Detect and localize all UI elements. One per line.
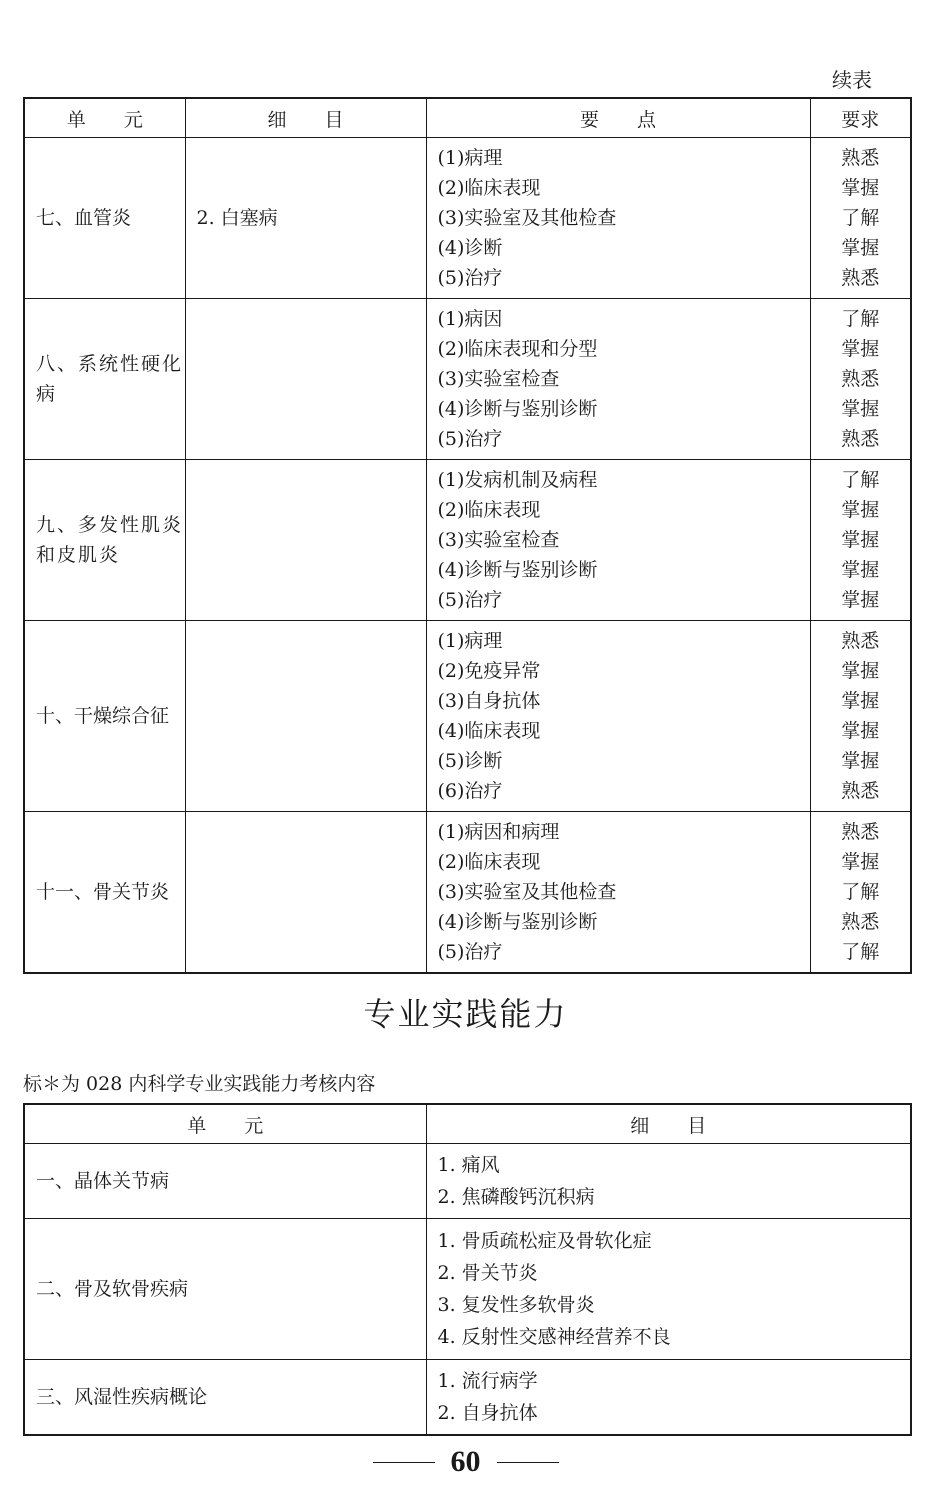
requirement-item: 掌握 bbox=[841, 851, 880, 873]
requirement-item: 掌握 bbox=[841, 398, 880, 420]
header-requirement: 要求 bbox=[810, 98, 911, 138]
point-item: (2)临床表现和分型 bbox=[437, 338, 598, 360]
requirement-cell bbox=[810, 812, 911, 974]
requirement-cell bbox=[810, 299, 911, 460]
requirement-item: 掌握 bbox=[841, 559, 880, 581]
point-item: (5)治疗 bbox=[437, 941, 503, 963]
point-item: (4)诊断 bbox=[437, 237, 503, 259]
requirement-item: 了解 bbox=[841, 941, 880, 963]
point-item: (5)治疗 bbox=[437, 428, 503, 450]
point-item: (3)自身抗体 bbox=[437, 690, 541, 712]
point-item: (3)实验室及其他检查 bbox=[437, 881, 617, 903]
footer-rule-right bbox=[497, 1462, 559, 1463]
page-number: 60 bbox=[450, 1445, 481, 1478]
detail-item: 1. 骨质疏松症及骨软化症 bbox=[437, 1230, 652, 1252]
point-item: (3)实验室检查 bbox=[437, 368, 560, 390]
points-cell bbox=[426, 299, 810, 460]
requirement-item: 熟悉 bbox=[841, 267, 880, 289]
footer-rule-left bbox=[373, 1462, 435, 1463]
points-cell bbox=[426, 138, 810, 299]
header-detail: 细 目 bbox=[185, 98, 426, 138]
requirement-item: 掌握 bbox=[841, 177, 880, 199]
point-item: (4)诊断与鉴别诊断 bbox=[437, 559, 598, 581]
table-header-row bbox=[24, 1104, 911, 1144]
requirement-item: 熟悉 bbox=[841, 630, 880, 652]
unit-cell: 七、血管炎 bbox=[24, 138, 185, 299]
requirement-item: 掌握 bbox=[841, 529, 880, 551]
point-item: (5)治疗 bbox=[437, 267, 503, 289]
detail-cell bbox=[426, 1360, 911, 1436]
detail-item: 1. 流行病学 bbox=[437, 1370, 538, 1392]
header-unit: 单 元 bbox=[24, 98, 185, 138]
detail-cell bbox=[185, 621, 426, 812]
practice-table bbox=[23, 1103, 912, 1436]
unit-cell: 八、系统性硬化病 bbox=[24, 299, 185, 460]
note-text: 标＊为 028 内科学专业实践能力考核内容 bbox=[23, 1073, 376, 1095]
header-unit: 单 元 bbox=[24, 1104, 426, 1144]
point-item: (1)发病机制及病程 bbox=[437, 469, 598, 491]
point-item: (3)实验室检查 bbox=[437, 529, 560, 551]
requirement-item: 掌握 bbox=[841, 660, 880, 682]
point-item: (4)诊断与鉴别诊断 bbox=[437, 911, 598, 933]
point-item: (2)临床表现 bbox=[437, 499, 541, 521]
point-item: (4)诊断与鉴别诊断 bbox=[437, 398, 598, 420]
table-row bbox=[24, 1219, 911, 1360]
table-row bbox=[24, 138, 911, 299]
point-item: (3)实验室及其他检查 bbox=[437, 207, 617, 229]
detail-cell bbox=[185, 460, 426, 621]
requirement-item: 掌握 bbox=[841, 499, 880, 521]
requirement-cell bbox=[810, 621, 911, 812]
requirement-item: 熟悉 bbox=[841, 147, 880, 169]
table-row bbox=[24, 812, 911, 974]
requirement-cell bbox=[810, 460, 911, 621]
point-item: (1)病因和病理 bbox=[437, 821, 560, 843]
point-item: (1)病理 bbox=[437, 630, 503, 652]
detail-cell bbox=[426, 1144, 911, 1219]
requirement-item: 了解 bbox=[841, 469, 880, 491]
detail-cell: 2. 白塞病 bbox=[185, 138, 426, 299]
requirement-item: 了解 bbox=[841, 881, 880, 903]
table-row bbox=[24, 299, 911, 460]
detail-item: 2. 自身抗体 bbox=[437, 1402, 538, 1424]
detail-item: 2. 骨关节炎 bbox=[437, 1262, 538, 1284]
point-item: (1)病因 bbox=[437, 308, 503, 330]
requirement-item: 掌握 bbox=[841, 750, 880, 772]
requirement-item: 熟悉 bbox=[841, 821, 880, 843]
requirement-item: 了解 bbox=[841, 207, 880, 229]
requirement-item: 熟悉 bbox=[841, 911, 880, 933]
header-detail: 细 目 bbox=[426, 1104, 911, 1144]
requirement-item: 掌握 bbox=[841, 690, 880, 712]
syllabus-table bbox=[23, 97, 912, 974]
requirement-item: 掌握 bbox=[841, 720, 880, 742]
points-cell bbox=[426, 812, 810, 974]
requirement-item: 掌握 bbox=[841, 237, 880, 259]
requirement-cell bbox=[810, 138, 911, 299]
unit-cell: 九、多发性肌炎和皮肌炎 bbox=[24, 460, 185, 621]
point-item: (2)临床表现 bbox=[437, 177, 541, 199]
requirement-item: 熟悉 bbox=[841, 368, 880, 390]
unit-cell: 十、干燥综合征 bbox=[24, 621, 185, 812]
unit-cell: 三、风湿性疾病概论 bbox=[24, 1360, 426, 1436]
detail-cell bbox=[185, 812, 426, 974]
point-item: (6)治疗 bbox=[437, 780, 503, 802]
requirement-item: 掌握 bbox=[841, 338, 880, 360]
header-points: 要 点 bbox=[426, 98, 810, 138]
table-header-row bbox=[24, 98, 911, 138]
detail-item: 1. 痛风 bbox=[437, 1154, 500, 1176]
point-item: (1)病理 bbox=[437, 147, 503, 169]
section-title: 专业实践能力 bbox=[363, 995, 568, 1033]
point-item: (2)临床表现 bbox=[437, 851, 541, 873]
table-row bbox=[24, 621, 911, 812]
requirement-item: 掌握 bbox=[841, 589, 880, 611]
requirement-item: 熟悉 bbox=[841, 428, 880, 450]
unit-cell: 十一、骨关节炎 bbox=[24, 812, 185, 974]
point-item: (4)临床表现 bbox=[437, 720, 541, 742]
points-cell bbox=[426, 460, 810, 621]
table-row bbox=[24, 1360, 911, 1436]
unit-cell: 一、晶体关节病 bbox=[24, 1144, 426, 1219]
requirement-item: 熟悉 bbox=[841, 780, 880, 802]
table-row bbox=[24, 460, 911, 621]
point-item: (5)治疗 bbox=[437, 589, 503, 611]
point-item: (5)诊断 bbox=[437, 750, 503, 772]
point-item: (2)免疫异常 bbox=[437, 660, 541, 682]
requirement-item: 了解 bbox=[841, 308, 880, 330]
detail-cell bbox=[185, 299, 426, 460]
unit-cell: 二、骨及软骨疾病 bbox=[24, 1219, 426, 1360]
detail-item: 3. 复发性多软骨炎 bbox=[437, 1294, 595, 1316]
detail-item: 4. 反射性交感神经营养不良 bbox=[437, 1326, 671, 1348]
continued-label: 续表 bbox=[832, 68, 872, 92]
detail-item: 2. 焦磷酸钙沉积病 bbox=[437, 1186, 595, 1208]
table-row bbox=[24, 1144, 911, 1219]
page-footer bbox=[0, 1445, 931, 1479]
detail-cell bbox=[426, 1219, 911, 1360]
points-cell bbox=[426, 621, 810, 812]
